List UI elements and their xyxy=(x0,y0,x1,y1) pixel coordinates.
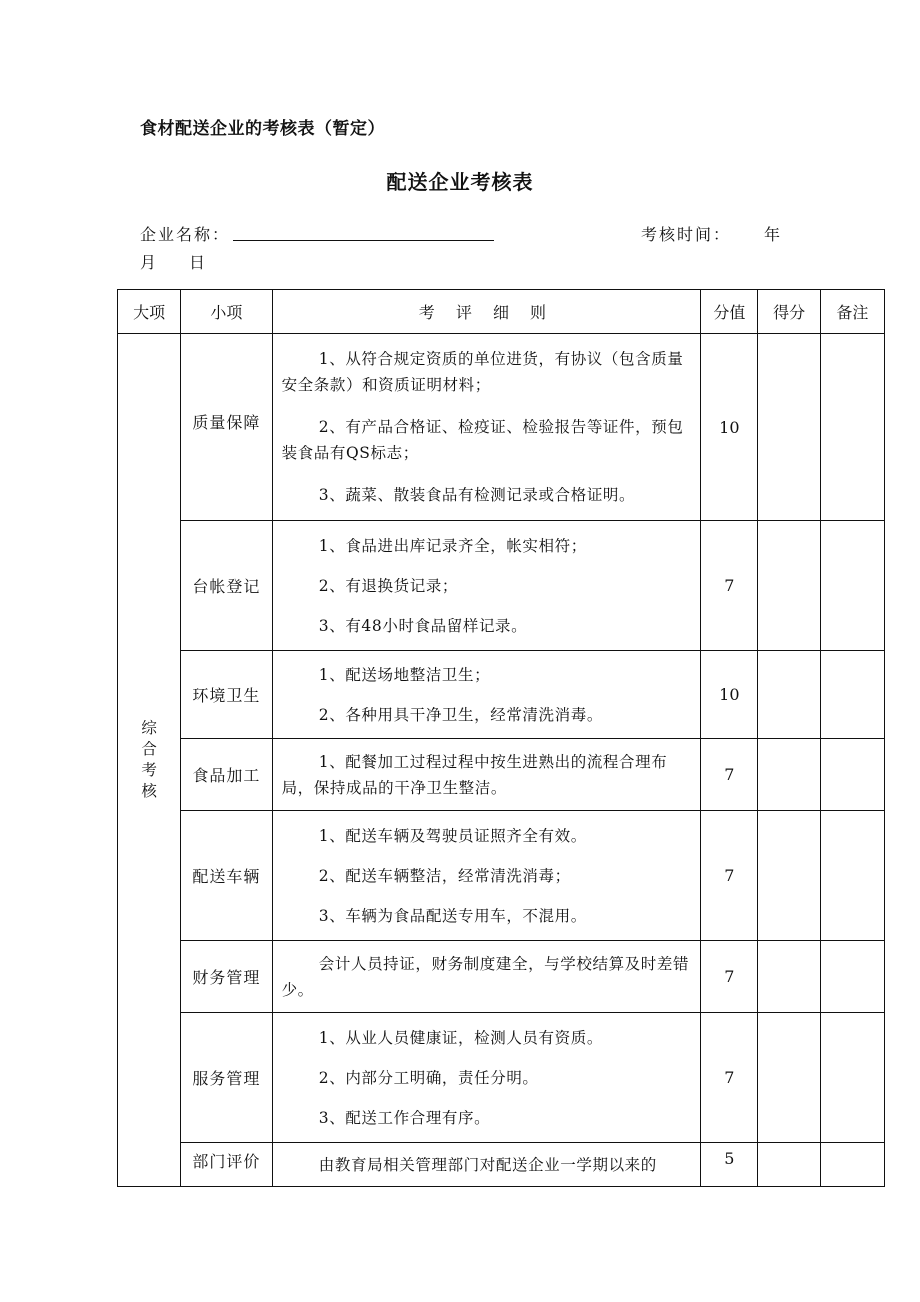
rules-cell xyxy=(272,1013,701,1143)
header-obtained: 得分 xyxy=(758,290,820,334)
table-header-row xyxy=(118,290,885,334)
month-label: 月 xyxy=(140,253,157,272)
rule-line: 3、蔬菜、散装食品有检测记录或合格证明。 xyxy=(318,486,636,504)
rule-line: 3、有48小时食品留样记录。 xyxy=(318,616,528,635)
rule-line: 2、配送车辆整洁，经常清洗消毒； xyxy=(318,866,571,885)
obtained-score-cell[interactable] xyxy=(758,334,820,521)
day-label: 日 xyxy=(189,253,206,272)
rule-line: 由教育局相关管理部门对配送企业一学期以来的 xyxy=(318,1155,657,1174)
header-category: 大项 xyxy=(118,290,181,334)
rules-cell xyxy=(272,1143,701,1187)
obtained-score-cell[interactable] xyxy=(758,1143,820,1187)
year-label: 年 xyxy=(764,225,783,244)
remarks-cell[interactable] xyxy=(820,651,884,739)
subitem-cell: 食品加工 xyxy=(181,739,272,811)
remarks-cell[interactable] xyxy=(820,1013,884,1143)
remarks-cell[interactable] xyxy=(820,1143,884,1187)
rules-cell xyxy=(272,334,701,521)
score-cell: 5 xyxy=(701,1143,758,1187)
subitem-cell: 环境卫生 xyxy=(181,651,272,739)
rules-cell xyxy=(272,521,701,651)
rule-line: 2、有产品合格证、检疫证、检验报告等证件，预包装食品有QS标志； xyxy=(281,418,684,462)
remarks-cell[interactable] xyxy=(820,334,884,521)
rule-line: 2、内部分工明确，责任分明。 xyxy=(318,1068,539,1087)
remarks-cell[interactable] xyxy=(820,739,884,811)
rule-line: 1、食品进出库记录齐全，帐实相符； xyxy=(318,536,587,555)
header-remarks: 备注 xyxy=(820,290,884,334)
table-row xyxy=(118,334,885,521)
rules-cell xyxy=(272,739,701,811)
rule-line: 会计人员持证，财务制度建全，与学校结算及时差错少。 xyxy=(281,954,690,999)
assessment-time-label: 考核时间： xyxy=(641,225,732,244)
document-heading: 食材配送企业的考核表（暂定） xyxy=(140,119,385,139)
obtained-score-cell[interactable] xyxy=(758,811,820,941)
score-cell: 7 xyxy=(701,1013,758,1143)
rule-line: 1、从符合规定资质的单位进货，有协议（包含质量安全条款）和资质证明材料； xyxy=(281,350,684,394)
score-cell: 7 xyxy=(701,941,758,1013)
obtained-score-cell[interactable] xyxy=(758,651,820,739)
table-row xyxy=(118,941,885,1013)
remarks-cell[interactable] xyxy=(820,941,884,1013)
subitem-cell: 台帐登记 xyxy=(181,521,272,651)
assessment-table xyxy=(117,289,885,1187)
obtained-score-cell[interactable] xyxy=(758,739,820,811)
table-row xyxy=(118,521,885,651)
obtained-score-cell[interactable] xyxy=(758,941,820,1013)
header-subitem: 小项 xyxy=(181,290,272,334)
score-cell: 7 xyxy=(701,811,758,941)
company-name-label: 企业名称： xyxy=(140,225,231,244)
table-row xyxy=(118,651,885,739)
score-cell: 7 xyxy=(701,521,758,651)
rules-cell xyxy=(272,941,701,1013)
subitem-cell: 质量保障 xyxy=(181,334,272,521)
score-cell: 10 xyxy=(701,651,758,739)
table-row xyxy=(118,1143,885,1187)
obtained-score-cell[interactable] xyxy=(758,521,820,651)
remarks-cell[interactable] xyxy=(820,811,884,941)
rule-line: 2、有退换货记录； xyxy=(318,576,459,595)
subitem-cell: 配送车辆 xyxy=(181,811,272,941)
subitem-cell: 财务管理 xyxy=(181,941,272,1013)
rule-line: 1、从业人员健康证，检测人员有资质。 xyxy=(318,1028,603,1047)
rule-line: 1、配餐加工过程过程中按生进熟出的流程合理布局，保持成品的干净卫生整洁。 xyxy=(281,752,668,797)
form-title: 配送企业考核表 xyxy=(386,170,534,194)
rule-line: 3、车辆为食品配送专用车，不混用。 xyxy=(318,906,587,925)
table-row xyxy=(118,739,885,811)
obtained-score-cell[interactable] xyxy=(758,1013,820,1143)
category-cell xyxy=(118,334,181,1187)
subitem-cell: 服务管理 xyxy=(181,1013,272,1143)
table-row xyxy=(118,811,885,941)
rule-line: 1、配送车辆及驾驶员证照齐全有效。 xyxy=(318,826,587,845)
remarks-cell[interactable] xyxy=(820,521,884,651)
rule-line: 2、各种用具干净卫生，经常清洗消毒。 xyxy=(318,705,603,724)
table-row xyxy=(118,1013,885,1143)
rule-line: 3、配送工作合理有序。 xyxy=(318,1108,491,1127)
company-name-blank-line[interactable] xyxy=(233,240,494,241)
rule-line: 1、配送场地整洁卫生； xyxy=(318,665,491,684)
rules-cell xyxy=(272,651,701,739)
score-cell: 10 xyxy=(701,334,758,521)
subitem-cell: 部门评价 xyxy=(181,1143,272,1187)
header-rules: 考 评 细 则 xyxy=(272,290,701,334)
header-score: 分值 xyxy=(701,290,758,334)
category-label: 综合考核 xyxy=(141,719,157,800)
rules-cell xyxy=(272,811,701,941)
score-cell: 7 xyxy=(701,739,758,811)
